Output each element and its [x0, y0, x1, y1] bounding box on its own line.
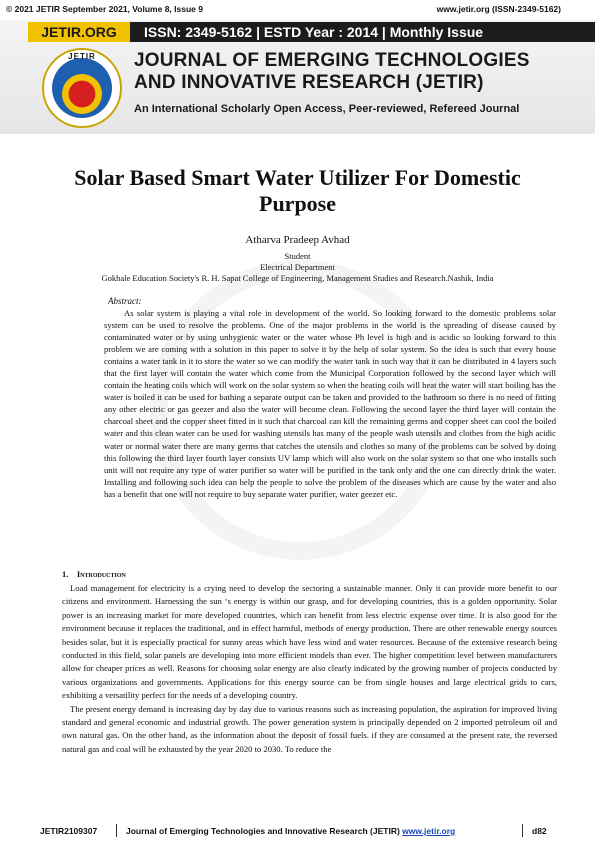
journal-subtitle: An International Scholarly Open Access, Peer-reviewed, Refereed Journal: [134, 103, 520, 115]
abstract-text: As solar system is playing a vital role in development of the world. So looking forward to the domestic problems solar system can be used to resolve the problems. One of the major problems in the world is the spreading of disease caused by contaminated water or by using unhygienic water or the water whose Ph level is high and is acidic so looking forward to this problem we are coming with a solution in this paper to solve it by the help of solar system. So the idea is such that every house contains a water tank in it to store the water so we can modify the water tank in such way that it can be distributed in 4 layers such that the first layer will contain the water which come from the Municipal Corporation followed by the second layer which will contain the heating coils which will work on the solar system so when the heating coils will heat the water will start boiling has the water is boiled it can be used for bathing a separate output can be taken and provided to the bathroom so there is no need of fitting any other electric or gas geezer and also the water will become clean. Following the second layer the third layer will contain the charcoal sheet and the copper sheet fitted in it such that charcoal can kill the remaining germs and copper sheet can cool the boiled water and this clean water can be used for washing utensils has many of the people wash utensils and clothes from the high acidic water or normal water there are many germs that catches the utensils and clothes so many of the problems can be solved by doing this following the third layer fourth layer consists UV lamp which will also work on the solar system so that one who installs such unit will not require any type of water purifier so water will be purified in the tank only and the one can directly drink the water. Installing and following such idea can help the people to solve the problem of the diseases which are cause by the water and also has a benefit that one will not require to buy separate water purifier, water geezer etc.: [104, 308, 556, 499]
author-name: Atharva Pradeep Avhad: [245, 234, 350, 246]
paragraph: Load management for electricity is a crying need to develop the sectoring a sustainable manner. Only it can provide more benefit to our citizens and environment. Harnessing the sun ‘s energy is within our grasp, and for developing countries, this is a golden opportunity. Solar power is an increasing market for more developed countries, which can benefit from less electric expense over time. It is also good for the environment because it replaces the traditional, and in effect harmful, methods of energy production. There are other renewable energy sources besides solar, but it is especially practical for sunny areas which have less wind and water resources. Because of the extensive research being conducted in this field, solar panels are developing into more efficient models than ever. The higher competition level between manufacturers allow for cheaper prices as well. Reasons for choosing solar energy are also clearly indicated by the growing number of projects conducted by various organizations and governments. Applications for this energy source can be from single houses and large electrical grids to cars, exhibiting a versatility perfect for the needs of a developing country.: [62, 583, 557, 701]
author-department: Electrical Department: [260, 262, 335, 272]
footer-divider: [522, 824, 523, 837]
section-title: Introduction: [76, 569, 126, 579]
page-footer: [0, 822, 595, 842]
jetir-logo-icon: [42, 48, 122, 128]
footer-divider: [116, 824, 117, 837]
abstract-label: Abstract:: [108, 296, 142, 306]
top-strip: [0, 0, 595, 20]
issue-info: © 2021 JETIR September 2021, Volume 8, Issue 9: [6, 4, 203, 14]
author-role: Student: [284, 251, 311, 261]
journal-website[interactable]: www.jetir.org (ISSN-2349-5162): [436, 4, 561, 14]
footer-journal-name: Journal of Emerging Technologies and Innovative Research (JETIR): [126, 826, 400, 836]
footer-journal: [126, 826, 455, 836]
org-label: JETIR.ORG: [28, 22, 130, 42]
paper-title: Solar Based Smart Water Utilizer For Domestic Purpose: [74, 165, 521, 216]
logo-text: JETIR: [68, 52, 96, 61]
body-text: [62, 582, 557, 756]
author-institution: Gokhale Education Society's R. H. Sapat College of Engineering, Management Studies and Research.Nashik, India: [101, 273, 494, 283]
logo-emblem: [52, 58, 112, 118]
section-number: 1.: [62, 569, 69, 579]
footer-link[interactable]: www.jetir.org: [402, 826, 456, 836]
paragraph: The present energy demand is increasing day by day due to various reasons such as increasing population, the aspiration for improved living standard and general economic and industrial growth. The power generation system is principally depended on 2 imported petroleum oil and own natural gas. On the other hand, as the information about the deposit of fossil fuels. if they are consumed at the present rate, the reversed natural gas and coal will be exhausted by the year 2020 to 2030. To reduce the: [62, 703, 557, 754]
journal-title: JOURNAL OF EMERGING TECHNOLOGIES AND INNOVATIVE RESEARCH (JETIR): [134, 50, 530, 93]
section-heading: [62, 569, 126, 579]
page-number: d82: [532, 826, 547, 836]
paper-id: JETIR2109307: [40, 826, 98, 836]
issn-bar: ISSN: 2349-5162 | ESTD Year : 2014 | Monthly Issue: [130, 22, 595, 42]
